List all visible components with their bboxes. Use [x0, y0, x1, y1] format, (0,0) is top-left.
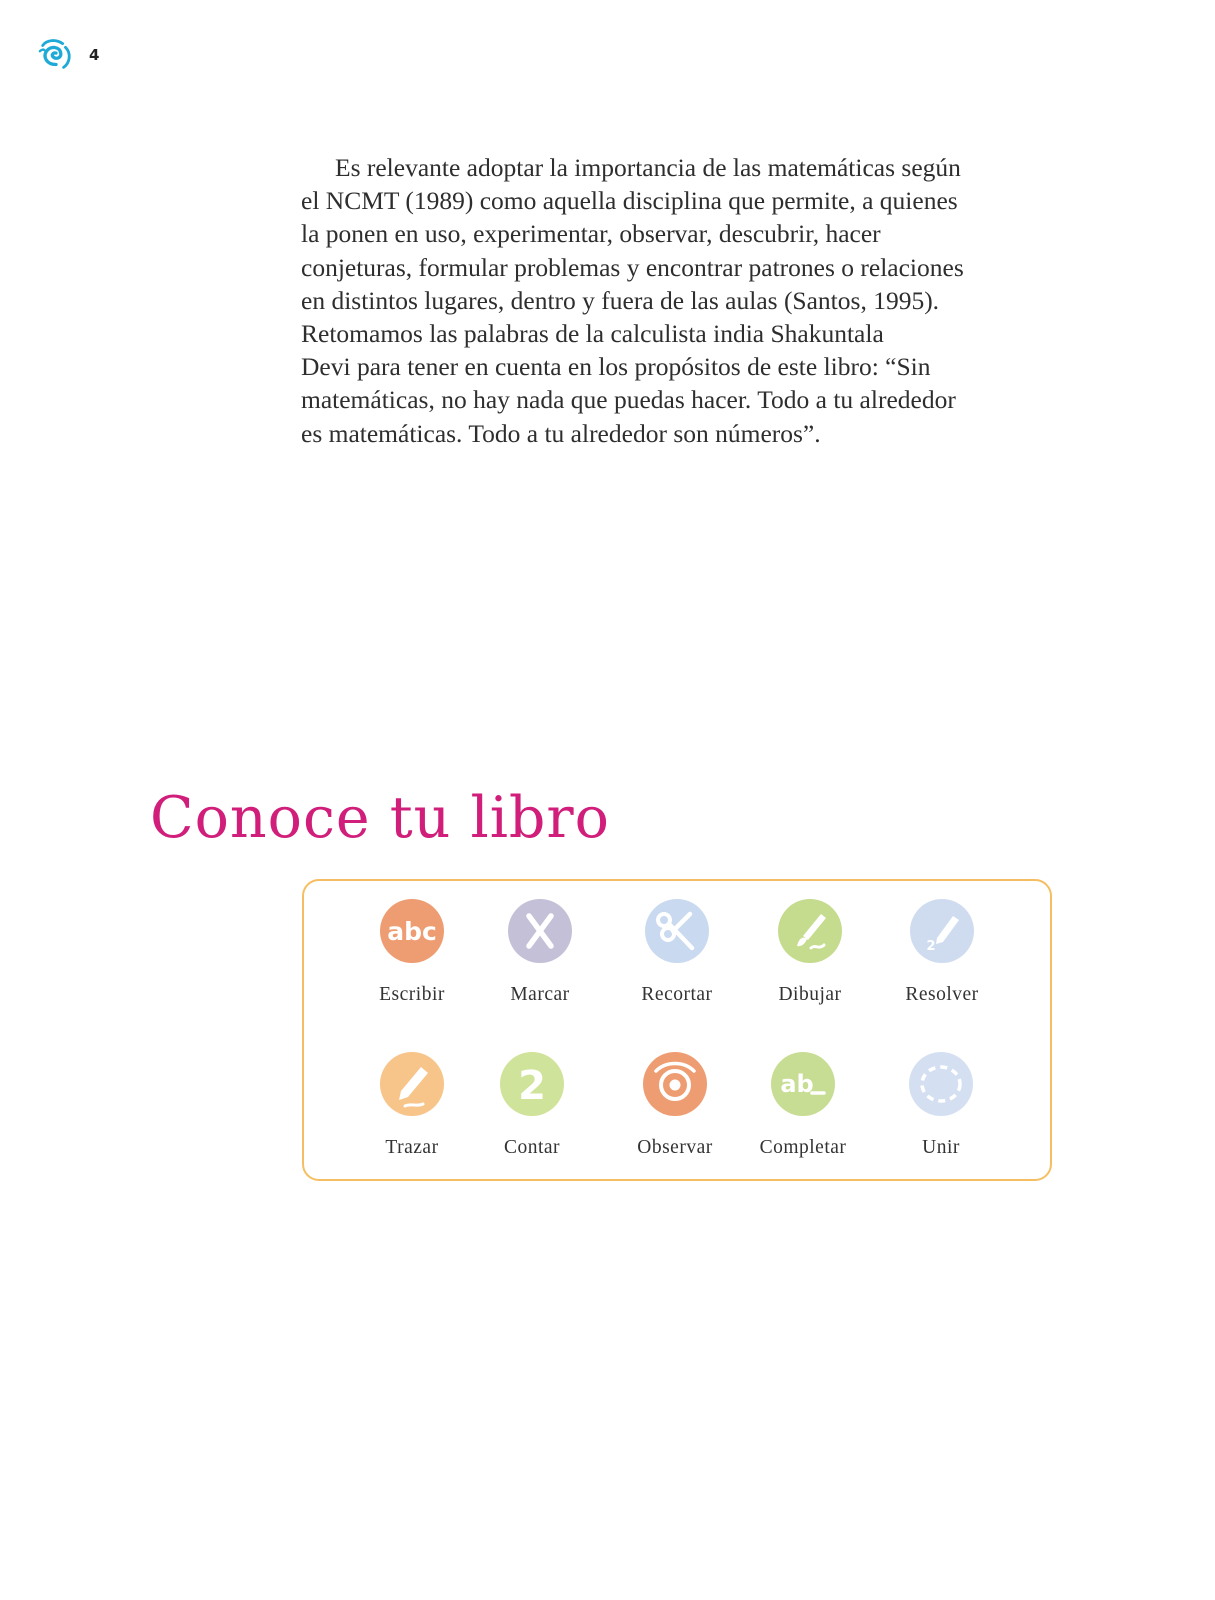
abc-icon [379, 898, 445, 964]
paragraph-line: en distintos lugares, dentro y fuera de las aulas (Santos, 1995). [301, 285, 940, 315]
paragraph-line: Devi para tener en cuenta en los propósitos de este libro: “Sin [301, 352, 931, 382]
svg-text:2: 2 [926, 939, 936, 954]
svg-text:abc: abc [387, 917, 437, 946]
legend-item-escribir [342, 898, 482, 1006]
legend-label: Marcar [510, 984, 570, 1005]
legend-label: Dibujar [778, 984, 842, 1005]
pencil-icon [379, 1051, 445, 1117]
legend-item-dibujar [740, 898, 880, 1006]
legend-label: Recortar [641, 984, 713, 1005]
pencil-math-icon [909, 898, 975, 964]
intro-paragraph [301, 151, 1061, 450]
legend-label: Observar [637, 1137, 713, 1158]
paragraph-line: es matemáticas. Todo a tu alrededor son números”. [301, 418, 821, 448]
legend-item-resolver [872, 898, 1012, 1006]
svg-text:ab: ab [780, 1070, 814, 1098]
paragraph-line: el NCMT (1989) como aquella disciplina que permite, a quienes [301, 186, 958, 216]
legend-item-completar [733, 1051, 873, 1159]
number-two-icon [499, 1051, 565, 1117]
paintbrush-icon [777, 898, 843, 964]
legend-item-recortar [607, 898, 747, 1006]
legend-label: Unir [922, 1137, 960, 1158]
legend-label: Escribir [379, 984, 445, 1005]
page-number: 4 [89, 46, 100, 64]
legend-label: Trazar [385, 1137, 439, 1158]
scissors-icon [644, 898, 710, 964]
paragraph-line: Retomamos las palabras de la calculista india Shakuntala [301, 319, 884, 349]
paragraph-line: matemáticas, no hay nada que puedas hacer. Todo a tu alrededor [301, 385, 956, 415]
page-header [37, 36, 99, 74]
legend-item-contar [462, 1051, 602, 1159]
paragraph-line: la ponen en uso, experimentar, observar, descubrir, hacer [301, 219, 881, 249]
paragraph-line: conjeturas, formular problemas y encontrar patrones o relaciones [301, 252, 964, 282]
ab-blank-icon [770, 1051, 836, 1117]
legend-item-marcar [470, 898, 610, 1006]
swirl-logo-icon [37, 36, 75, 74]
legend-label: Contar [503, 1137, 561, 1158]
legend-item-observar [605, 1051, 745, 1159]
svg-text:2: 2 [518, 1063, 546, 1109]
paragraph-line: Es relevante adoptar la importancia de las matemáticas según [335, 153, 961, 182]
legend-label: Completar [759, 1137, 847, 1158]
dashed-circle-icon [908, 1051, 974, 1117]
legend-item-trazar [342, 1051, 482, 1159]
icon-legend-box [302, 879, 1052, 1181]
legend-label: Resolver [905, 984, 979, 1005]
eye-icon [642, 1051, 708, 1117]
x-mark-icon [507, 898, 573, 964]
section-title: Conoce tu libro [150, 785, 610, 851]
legend-item-unir [871, 1051, 1011, 1159]
